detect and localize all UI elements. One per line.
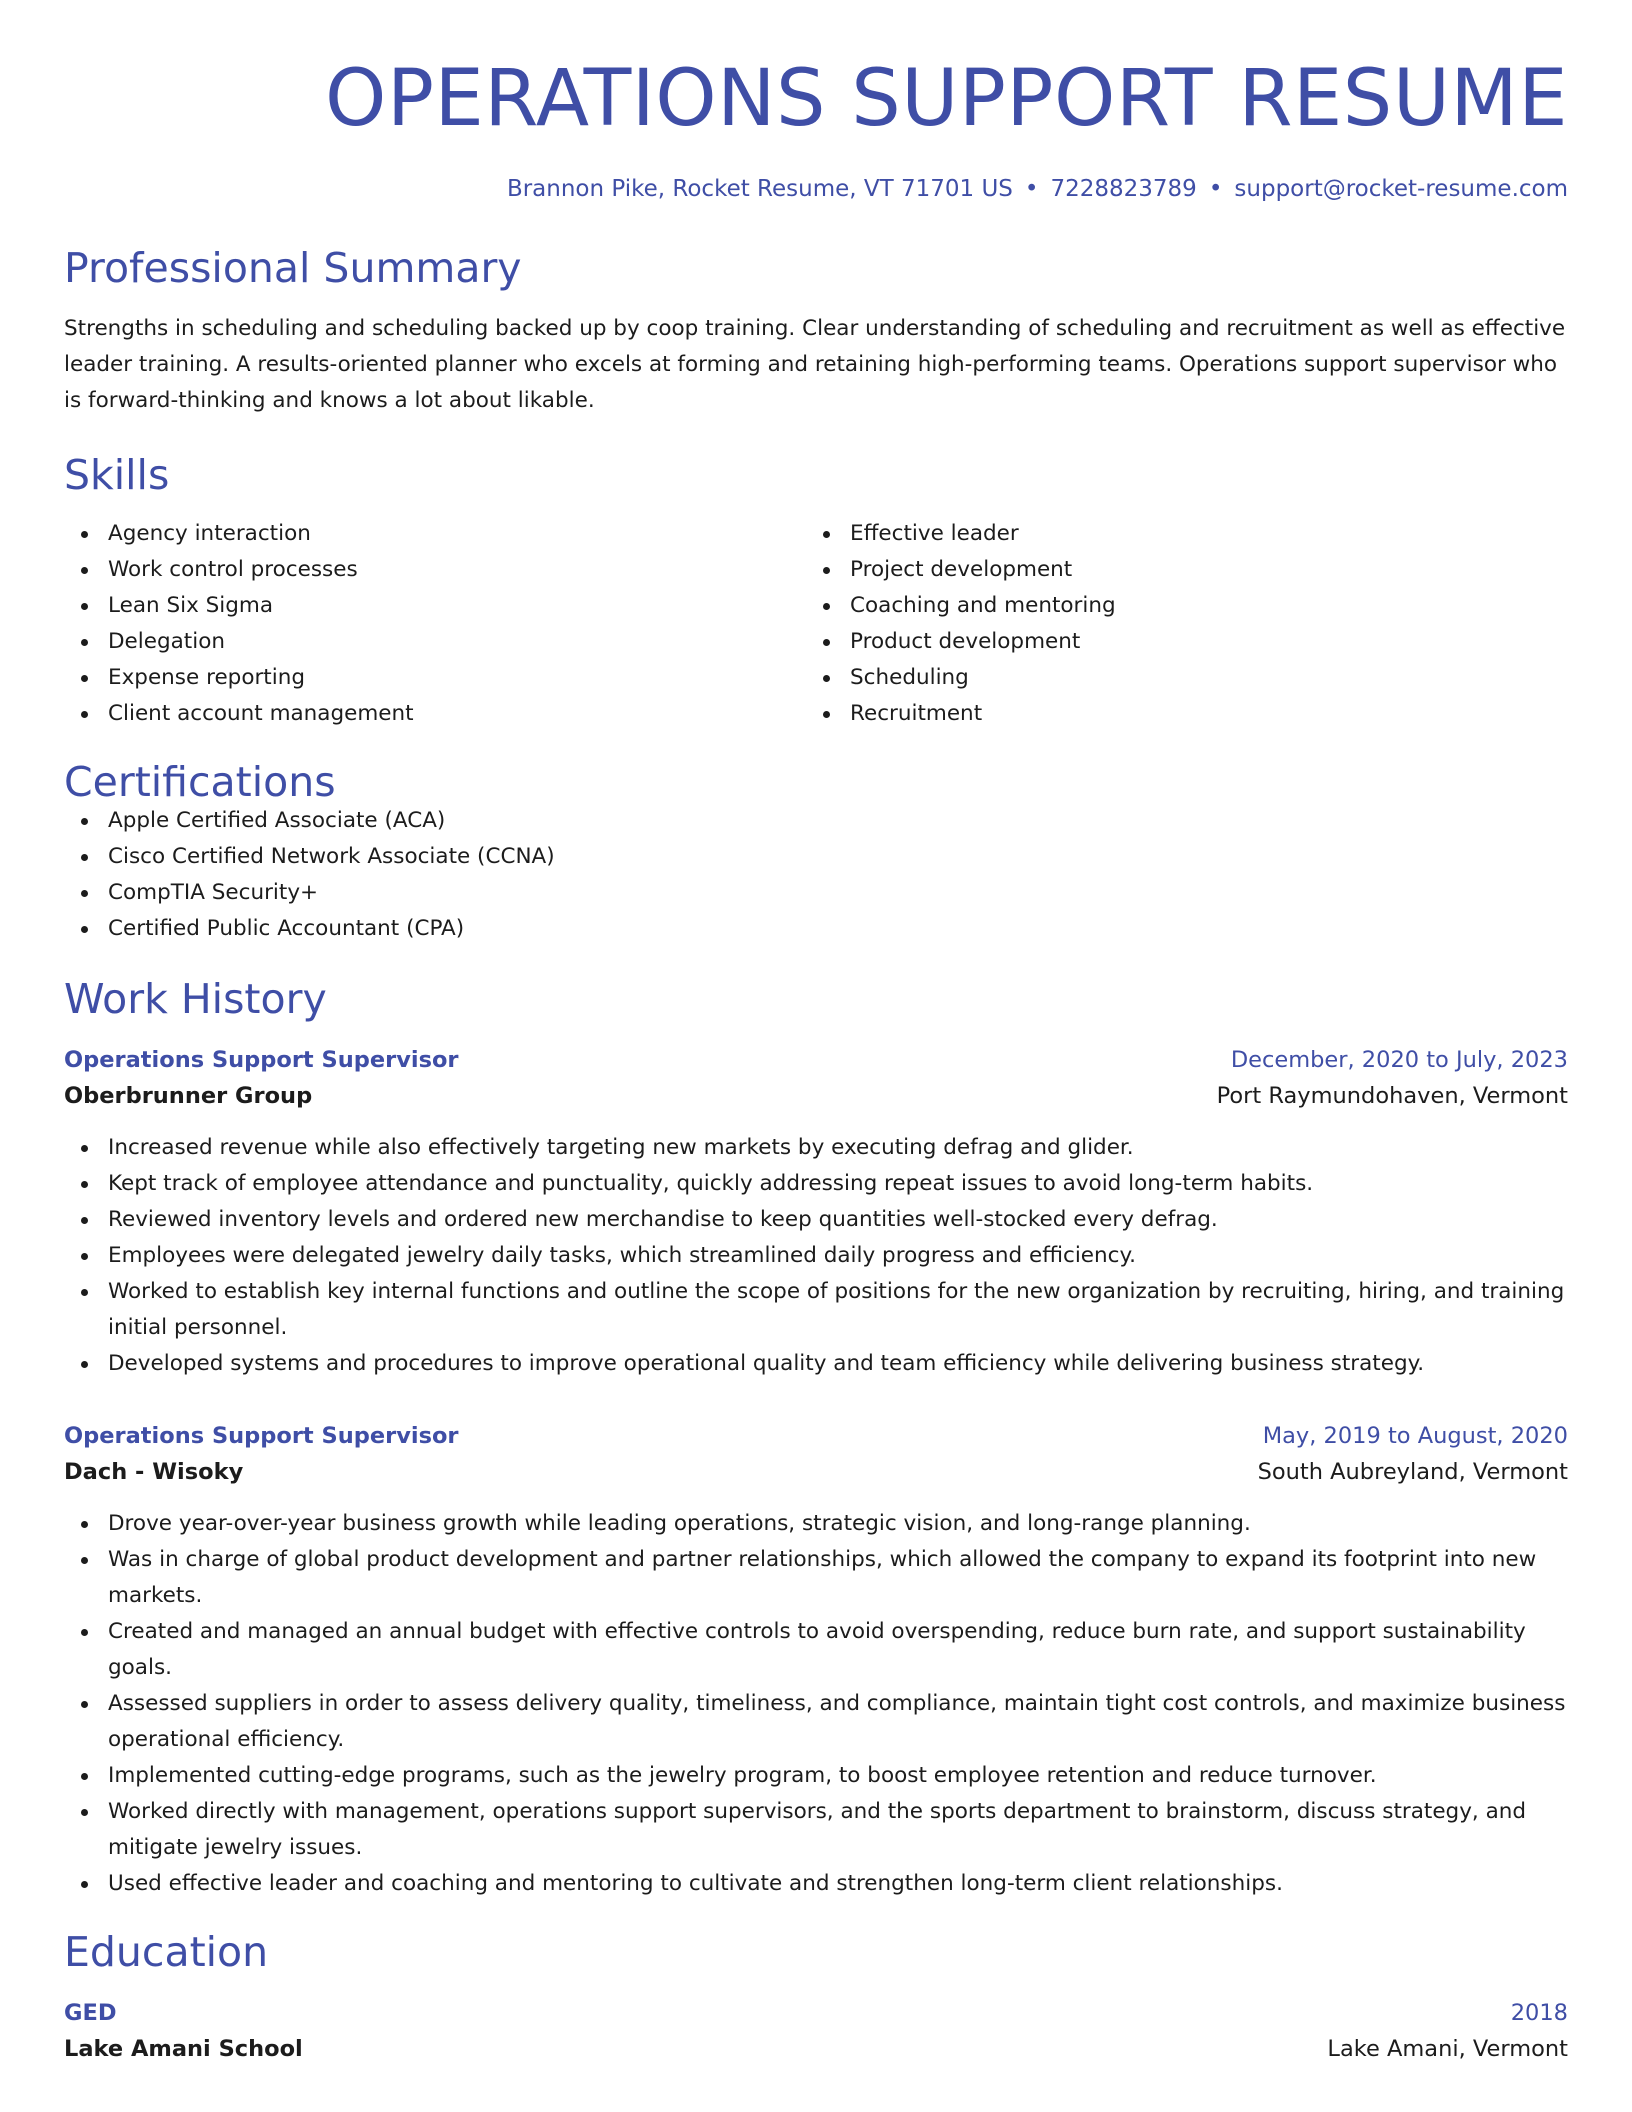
job-header-row [64,1418,1568,1454]
skill-item: Expense reporting [64,660,806,696]
certifications-list [64,803,1568,947]
skills-list-right [806,516,1548,732]
education-year: 2018 [1510,2000,1568,2026]
job-company: Dach - Wisoky [64,1459,244,1485]
skill-item: Work control processes [64,552,806,588]
certification-item: Cisco Certified Network Associate (CCNA) [64,839,1568,875]
skills-columns [64,516,1568,732]
contact-separator: • [1024,176,1039,202]
skill-item: Recruitment [806,696,1548,732]
education-entry [64,1995,1568,2067]
skill-item: Coaching and mentoring [806,588,1548,624]
skill-item: Scheduling [806,660,1548,696]
education-heading: Education [64,1928,269,1976]
job-bullets [64,1506,1568,1902]
job-company-row [64,1454,1568,1490]
job-bullet: Drove year-over-year business growth while leading operations, strategic vision, and long-range planning. [64,1506,1568,1542]
education-location: Lake Amani, Vermont [1327,2036,1568,2062]
skill-item: Agency interaction [64,516,806,552]
contact-address: Brannon Pike, Rocket Resume, VT 71701 US [506,176,1013,202]
skill-item: Product development [806,624,1548,660]
contact-email[interactable]: support@rocket-resume.com [1234,176,1568,202]
job-company: Oberbrunner Group [64,1083,313,1109]
job-dates: December, 2020 to July, 2023 [1230,1047,1568,1073]
job-bullet: Employees were delegated jewelry daily tasks, which streamlined daily progress and efficiency. [64,1238,1568,1274]
certifications-section [64,758,1568,947]
job-header-row [64,1042,1568,1078]
work-history-heading: Work History [64,975,327,1023]
skills-list-left [64,516,806,732]
job-bullet: Implemented cutting-edge programs, such as the jewelry program, to boost employee retention and reduce turnover. [64,1758,1568,1794]
certification-item: Certified Public Accountant (CPA) [64,911,1568,947]
skill-item: Client account management [64,696,806,732]
job-company-row [64,1078,1568,1114]
contact-phone: 7228823789 [1050,176,1197,202]
job-entry [64,1042,1568,1382]
certification-item: Apple Certified Associate (ACA) [64,803,1568,839]
job-bullet: Increased revenue while also effectively targeting new markets by executing defrag and glider. [64,1130,1568,1166]
job-bullet: Used effective leader and coaching and mentoring to cultivate and strengthen long-term client relationships. [64,1866,1568,1902]
skill-item: Delegation [64,624,806,660]
job-bullet: Created and managed an annual budget with effective controls to avoid overspending, reduce burn rate, and support sustainability goals. [64,1614,1568,1686]
education-header-row [64,1995,1568,2031]
resume-header [64,54,1568,202]
education-degree: GED [64,2000,117,2026]
job-location: Port Raymundohaven, Vermont [1216,1083,1568,1109]
job-title: Operations Support Supervisor [64,1047,459,1073]
certifications-heading: Certifications [64,758,336,806]
job-bullet: Reviewed inventory levels and ordered new merchandise to keep quantities well-stocked every defrag. [64,1202,1568,1238]
job-bullet: Worked directly with management, operations support supervisors, and the sports department to brainstorm, discuss strategy, and mitigate jewelry issues. [64,1794,1568,1866]
job-bullet: Developed systems and procedures to improve operational quality and team efficiency while delivering business strategy. [64,1346,1568,1382]
job-bullet: Kept track of employee attendance and punctuality, quickly addressing repeat issues to avoid long-term habits. [64,1166,1568,1202]
skills-heading: Skills [64,451,170,499]
skills-section [64,451,1568,732]
job-bullets [64,1130,1568,1382]
skill-item: Lean Six Sigma [64,588,806,624]
job-title: Operations Support Supervisor [64,1423,459,1449]
skill-item: Effective leader [806,516,1548,552]
education-section [64,1928,1568,2067]
job-bullet: Was in charge of global product development and partner relationships, which allowed the company to expand its footprint into new markets. [64,1542,1568,1614]
work-history-section [64,975,1568,1902]
job-location: South Aubreyland, Vermont [1257,1459,1568,1485]
summary-section [64,244,1568,419]
summary-text: Strengths in scheduling and scheduling backed up by coop training. Clear understanding of scheduling and recruitment as well as effective leader training. A results-oriented planner who excels at forming and retaining high-performing teams. Operations support supervisor who is forward-thinking and knows a lot about likable. [64,316,1566,413]
education-school: Lake Amani School [64,2036,303,2062]
contact-line [64,176,1568,202]
job-bullet: Assessed suppliers in order to assess delivery quality, timeliness, and compliance, maintain tight cost controls, and maximize business operational efficiency. [64,1686,1568,1758]
resume-title: OPERATIONS SUPPORT RESUME [325,54,1568,144]
job-bullet: Worked to establish key internal functions and outline the scope of positions for the new organization by recruiting, hiring, and training initial personnel. [64,1274,1568,1346]
skill-item: Project development [806,552,1548,588]
contact-separator: • [1208,176,1223,202]
job-dates: May, 2019 to August, 2020 [1262,1423,1568,1449]
certification-item: CompTIA Security+ [64,875,1568,911]
summary-heading: Professional Summary [64,244,522,292]
job-entry [64,1418,1568,1902]
education-school-row [64,2031,1568,2067]
